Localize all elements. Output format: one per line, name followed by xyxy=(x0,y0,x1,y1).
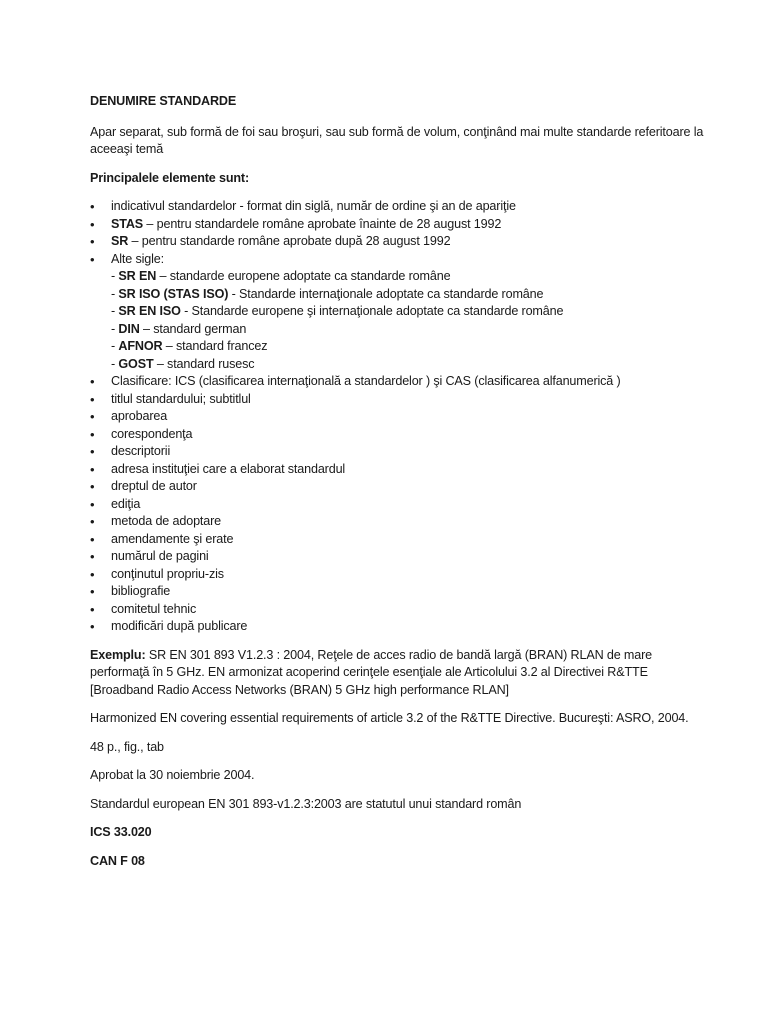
list-item: • metoda de adoptare xyxy=(90,513,710,531)
sigla-desc: - Standarde europene şi internaţionale adoptate ca standarde române xyxy=(180,304,564,318)
list-item: • amendamente şi erate xyxy=(90,531,710,549)
document-page xyxy=(90,93,710,881)
item-bold: STAS xyxy=(111,216,144,231)
intro-paragraph: Apar separat, sub formă de foi sau broşuri, sau sub formă de volum, conţinând mai multe standarde referitoare la aceeaşi temă xyxy=(90,124,704,156)
item-bold: SR xyxy=(111,234,129,248)
item-text: – pentru standardele române aprobate înainte de 28 august 1992 xyxy=(143,216,502,231)
list-item: • Clasificare: ICS (clasificarea internaţională a standardelor ) şi CAS (clasificarea alfanumerică ) xyxy=(90,373,710,391)
list-item xyxy=(90,233,710,251)
sigla-desc: – standard rusesc xyxy=(153,356,255,371)
list-item xyxy=(90,216,710,234)
dash-prefix: - xyxy=(111,304,119,318)
harmonized-paragraph: Harmonized EN covering essential requirements of article 3.2 of the R&TTE Directive. Bucureşti: ASRO, 2004. xyxy=(90,711,689,725)
ics-code: ICS 33.020 xyxy=(90,825,152,839)
sigla-code: SR EN ISO xyxy=(118,304,181,318)
list-item-alte-sigle xyxy=(90,251,710,374)
list-item xyxy=(90,198,710,216)
sigla-desc: – standard francez xyxy=(162,339,268,353)
item-text: – pentru standarde române aprobate după 28 august 1992 xyxy=(128,234,451,248)
list-item: • modificări după publicare xyxy=(90,618,710,636)
sigla-code: GOST xyxy=(118,356,154,371)
list-item: • conţinutul propriu-zis xyxy=(90,566,710,584)
sigla-code: AFNOR xyxy=(118,339,163,353)
list-item: • aprobarea xyxy=(90,408,710,426)
elements-list xyxy=(90,198,710,636)
sigla-item xyxy=(111,303,710,321)
sigla-item xyxy=(111,321,710,339)
dash-prefix: - xyxy=(111,269,119,283)
sigla-code: DIN xyxy=(118,321,140,336)
example-paragraph xyxy=(90,647,710,700)
sigla-desc: - Standarde internaţionale adoptate ca standarde române xyxy=(228,286,544,301)
example-text: SR EN 301 893 V1.2.3 : 2004, Reţele de acces radio de bandă largă (BRAN) RLAN de mare performaţă în 5 GHz. EN armonizat acoperind cerinţele esenţiale ale Articolului 3.2 al Directivei R&TTE [Broadband Radio Access Networks (BRAN) 5 GHz high performance RLAN] xyxy=(90,647,653,697)
list-item: • titlul standardului; subtitlul xyxy=(90,391,710,409)
example-label: Exemplu: xyxy=(90,647,146,662)
status-statement: Standardul european EN 301 893-v1.2.3:2003 are statutul unui standard român xyxy=(90,796,522,811)
list-item: • comitetul tehnic xyxy=(90,601,710,619)
dash-prefix: - xyxy=(111,356,119,371)
pages-info: 48 p., fig., tab xyxy=(90,739,164,754)
sigla-item xyxy=(111,286,710,304)
sigla-desc: – standarde europene adoptate ca standarde române xyxy=(156,269,451,283)
list-item: • bibliografie xyxy=(90,583,710,601)
sigla-item xyxy=(111,268,710,286)
sigla-item xyxy=(111,356,710,374)
list-item: • numărul de pagini xyxy=(90,548,710,566)
item-text: indicativul standardelor - format din siglă, număr de ordine şi an de apariţie xyxy=(111,199,516,213)
sigla-desc: – standard german xyxy=(139,321,247,336)
list-item: • corespondenţa xyxy=(90,426,710,444)
list-item: • ediţia xyxy=(90,496,710,514)
list-item: • dreptul de autor xyxy=(90,478,710,496)
dash-prefix: - xyxy=(111,321,119,336)
can-code: CAN F 08 xyxy=(90,853,145,868)
approval-date: Aprobat la 30 noiembrie 2004. xyxy=(90,768,255,782)
list-item: • adresa instituţiei care a elaborat standardul xyxy=(90,461,710,479)
sigla-code: SR EN xyxy=(118,269,157,283)
document-title: DENUMIRE STANDARDE xyxy=(90,94,237,108)
alte-sigle-label: • Alte sigle: xyxy=(111,251,164,266)
sigla-code: SR ISO (STAS ISO) xyxy=(118,286,229,301)
dash-prefix: - xyxy=(111,286,119,301)
dash-prefix: - xyxy=(111,339,119,353)
sigla-item xyxy=(111,338,710,356)
elements-heading: Principalele elemente sunt: xyxy=(90,170,250,185)
list-item: • descriptorii xyxy=(90,443,710,461)
